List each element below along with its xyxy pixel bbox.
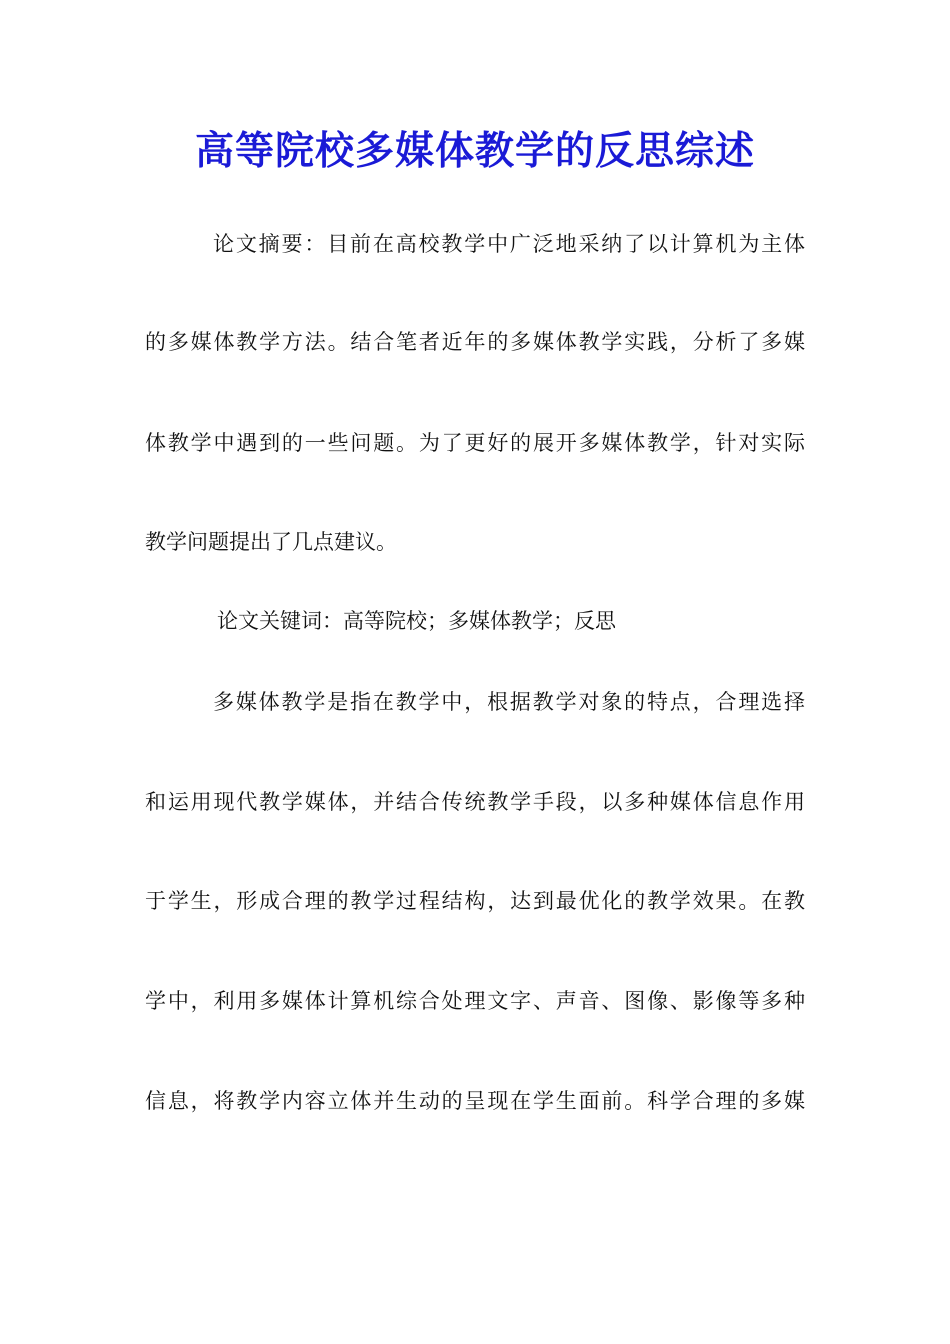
abstract-line: 的多媒体教学方法。结合笔者近年的多媒体教学实践，分析了多媒: [145, 330, 805, 354]
abstract-line: 教学问题提出了几点建议。: [145, 530, 397, 554]
body-line: 和运用现代教学媒体，并结合传统教学手段，以多种媒体信息作用: [145, 790, 805, 814]
abstract-line: 体教学中遇到的一些问题。为了更好的展开多媒体教学，针对实际: [145, 431, 805, 455]
body-line: 学中，利用多媒体计算机综合处理文字、声音、图像、影像等多种: [145, 989, 805, 1013]
body-line: 信息，将教学内容立体并生动的呈现在学生面前。科学合理的多媒: [145, 1089, 805, 1113]
keywords-line: 论文关键词：高等院校；多媒体教学；反思: [217, 609, 616, 633]
document-title: 高等院校多媒体教学的反思综述: [194, 128, 755, 174]
body-line: 于学生，形成合理的教学过程结构，达到最优化的教学效果。在教: [145, 889, 805, 913]
abstract-line: 论文摘要：目前在高校教学中广泛地采纳了以计算机为主体: [213, 232, 805, 256]
body-line: 多媒体教学是指在教学中，根据教学对象的特点，合理选择: [213, 690, 805, 714]
